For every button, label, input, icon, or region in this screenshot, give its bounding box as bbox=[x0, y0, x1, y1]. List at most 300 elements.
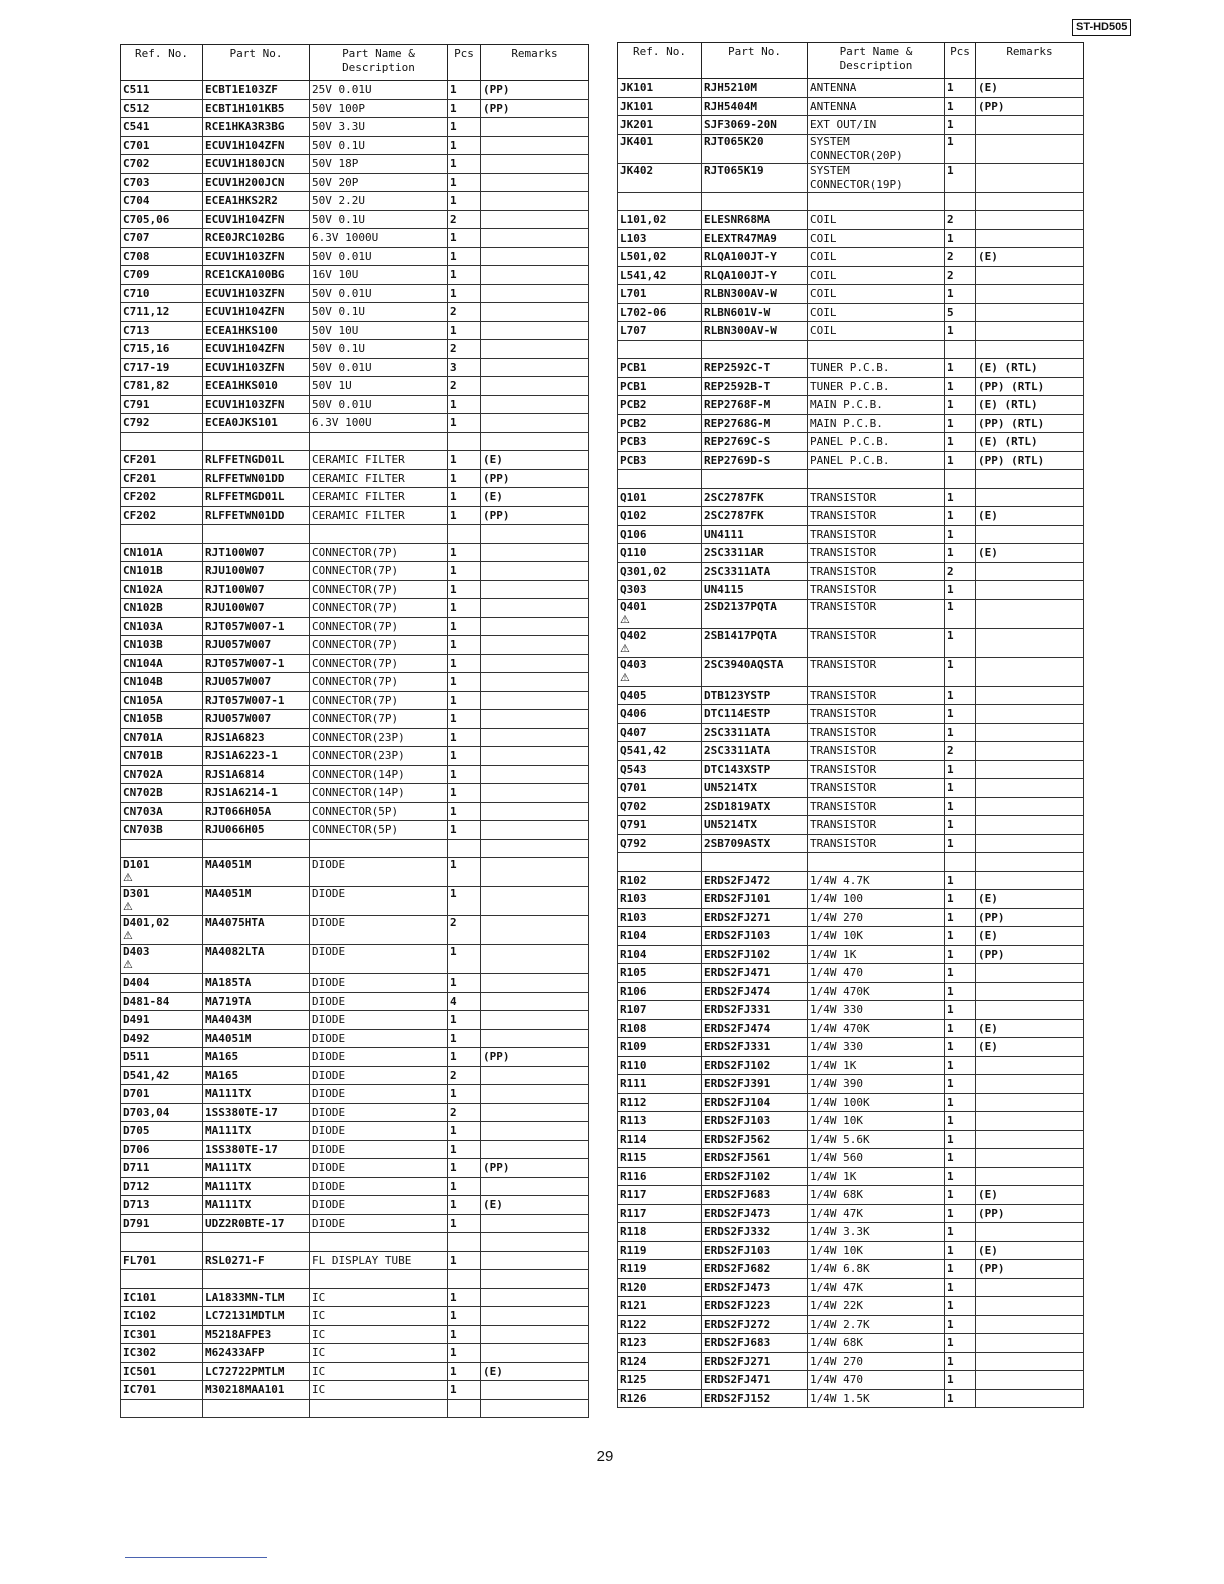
cell-text: (E) bbox=[483, 490, 503, 503]
cell-text: C711,12 bbox=[123, 305, 170, 318]
cell-text: D491 bbox=[123, 1013, 150, 1026]
table-row bbox=[121, 821, 589, 840]
table-row bbox=[121, 506, 589, 525]
part-no-cell bbox=[203, 1159, 310, 1178]
part-name-cell bbox=[310, 1103, 448, 1122]
remarks-cell bbox=[976, 1278, 1084, 1297]
remarks-cell bbox=[481, 1399, 589, 1418]
remarks-cell bbox=[976, 134, 1084, 163]
part-no-cell bbox=[203, 887, 310, 916]
cell-text: D301 bbox=[123, 887, 150, 900]
cell-text: 1 bbox=[947, 1114, 954, 1127]
cell-text: 1 bbox=[947, 947, 954, 961]
part-no-cell bbox=[702, 507, 808, 526]
part-no-cell bbox=[702, 451, 808, 470]
part-no-cell bbox=[702, 525, 808, 544]
part-no-cell bbox=[203, 728, 310, 747]
part-no-cell bbox=[203, 1307, 310, 1326]
pcs-cell bbox=[945, 742, 976, 761]
part-name-cell bbox=[808, 1315, 945, 1334]
cell-text: DIODE bbox=[312, 1087, 346, 1100]
cell-text: TRANSISTOR bbox=[810, 818, 877, 831]
cell-text: C511 bbox=[123, 83, 150, 96]
cell-text: IC101 bbox=[123, 1290, 157, 1304]
part-name-cell bbox=[310, 728, 448, 747]
part-name-cell bbox=[310, 488, 448, 507]
pcs-cell bbox=[448, 118, 481, 137]
pcs-cell bbox=[448, 1196, 481, 1215]
part-name-cell bbox=[310, 1325, 448, 1344]
cell-text: RJU100W07 bbox=[205, 601, 265, 614]
cell-text: Q543 bbox=[620, 762, 647, 776]
cell-text: RJT100W07 bbox=[205, 582, 265, 596]
cell-text: 2 bbox=[450, 212, 457, 226]
table-row bbox=[618, 266, 1084, 285]
part-name-cell bbox=[808, 686, 945, 705]
remarks-cell bbox=[481, 173, 589, 192]
part-name-cell bbox=[310, 1288, 448, 1307]
cell-text: 1 bbox=[947, 1132, 954, 1146]
ref-no-cell bbox=[121, 266, 203, 285]
cell-text: PCB1 bbox=[620, 379, 647, 393]
cell-text: ECUV1H103ZFN bbox=[205, 397, 285, 411]
cell-text: 1 bbox=[450, 231, 457, 244]
cell-text: SJF3069-20N bbox=[704, 118, 777, 131]
remarks-cell bbox=[481, 469, 589, 488]
cell-text: REP2769D-S bbox=[704, 453, 771, 467]
header-ref-no: Ref. No. bbox=[121, 45, 203, 81]
table-row bbox=[618, 116, 1084, 135]
cell-text: JK401 bbox=[620, 134, 654, 148]
cell-text: 1/4W 330 bbox=[810, 1003, 863, 1016]
pcs-cell bbox=[448, 916, 481, 945]
remarks-cell bbox=[481, 916, 589, 945]
table-row bbox=[618, 1241, 1084, 1260]
cell-text: ERDS2FJ101 bbox=[704, 892, 771, 905]
cell-text: 50V 2.2U bbox=[312, 194, 365, 207]
remarks-cell bbox=[481, 210, 589, 229]
remarks-cell bbox=[976, 760, 1084, 779]
part-name-cell bbox=[310, 673, 448, 692]
cell-text: DIODE bbox=[312, 887, 346, 900]
pcs-cell bbox=[448, 377, 481, 396]
cell-text: 1 bbox=[947, 599, 954, 613]
cell-text: PCB1 bbox=[620, 361, 647, 374]
cell-text: 1 bbox=[947, 1280, 954, 1294]
remarks-cell bbox=[481, 118, 589, 137]
remarks-cell bbox=[976, 628, 1084, 657]
cell-text: 1 bbox=[947, 231, 954, 245]
part-no-cell bbox=[203, 266, 310, 285]
cell-text: TRANSISTOR bbox=[810, 564, 877, 578]
cell-text: D701 bbox=[123, 1087, 150, 1100]
cell-text: JK402 bbox=[620, 163, 654, 177]
cell-text: MA111TX bbox=[205, 1087, 252, 1100]
part-no-cell bbox=[702, 1297, 808, 1316]
ref-no-cell bbox=[121, 1140, 203, 1159]
part-name-cell bbox=[808, 285, 945, 304]
ref-no-cell bbox=[618, 134, 702, 163]
cell-text: TRANSISTOR bbox=[810, 688, 877, 702]
remarks-cell bbox=[976, 266, 1084, 285]
part-no-cell bbox=[203, 1048, 310, 1067]
pcs-cell bbox=[448, 1103, 481, 1122]
cell-text: D101 bbox=[123, 858, 150, 871]
part-no-cell bbox=[702, 686, 808, 705]
cell-text: 1/4W 100 bbox=[810, 892, 863, 905]
cell-text: CN703A bbox=[123, 804, 163, 818]
part-name-cell bbox=[808, 433, 945, 452]
ref-no-cell bbox=[121, 451, 203, 470]
ref-no-cell bbox=[618, 908, 702, 927]
cell-text: IC bbox=[312, 1383, 326, 1396]
pcs-cell bbox=[448, 945, 481, 974]
cell-text: L541,42 bbox=[620, 268, 667, 282]
table-row bbox=[121, 81, 589, 100]
cell-text: 50V 100P bbox=[312, 101, 365, 115]
pcs-cell bbox=[945, 1056, 976, 1075]
cell-text: 1 bbox=[450, 767, 457, 781]
ref-no-cell bbox=[121, 580, 203, 599]
remarks-cell bbox=[976, 396, 1084, 415]
remarks-cell bbox=[976, 1001, 1084, 1020]
cell-text: ERDS2FJ473 bbox=[704, 1206, 771, 1220]
pcs-cell bbox=[448, 1029, 481, 1048]
cell-text: RJT057W007-1 bbox=[205, 619, 285, 633]
cell-text: ERDS2FJ391 bbox=[704, 1077, 771, 1090]
cell-text: RCE1CKA100BG bbox=[205, 268, 285, 281]
remarks-cell bbox=[481, 377, 589, 396]
part-name-cell bbox=[310, 1307, 448, 1326]
model-label: ST-HD505 bbox=[1072, 19, 1131, 36]
cell-text: (PP) bbox=[483, 101, 510, 115]
pcs-cell bbox=[448, 728, 481, 747]
cell-text: RJU057W007 bbox=[205, 638, 272, 651]
part-no-cell bbox=[702, 1167, 808, 1186]
cell-text: COIL bbox=[810, 268, 837, 282]
part-name-cell bbox=[310, 284, 448, 303]
cell-text: 1 bbox=[450, 1050, 457, 1063]
cell-text: COIL bbox=[810, 250, 837, 263]
cell-text: R109 bbox=[620, 1040, 647, 1053]
table-row bbox=[618, 1112, 1084, 1131]
ref-no-cell bbox=[618, 1260, 702, 1279]
remarks-cell bbox=[481, 543, 589, 562]
cell-text: 1 bbox=[450, 675, 457, 688]
table-row bbox=[121, 654, 589, 673]
header-remarks: Remarks bbox=[481, 45, 589, 81]
table-row bbox=[618, 964, 1084, 983]
part-name-cell bbox=[808, 1075, 945, 1094]
ref-no-cell bbox=[121, 525, 203, 544]
part-name-cell bbox=[310, 543, 448, 562]
table-row bbox=[618, 908, 1084, 927]
cell-text: IC102 bbox=[123, 1309, 157, 1322]
remarks-cell bbox=[481, 1140, 589, 1159]
remarks-cell bbox=[976, 945, 1084, 964]
part-no-cell bbox=[702, 890, 808, 909]
remarks-cell bbox=[481, 155, 589, 174]
part-no-cell bbox=[203, 710, 310, 729]
part-no-cell bbox=[702, 1001, 808, 1020]
cell-text: ECEA0JKS101 bbox=[205, 416, 278, 429]
parts-table-left bbox=[120, 44, 589, 1418]
cell-text: 50V 3.3U bbox=[312, 120, 365, 133]
ref-no-cell bbox=[618, 163, 702, 192]
pcs-cell bbox=[448, 599, 481, 618]
pcs-cell bbox=[945, 1186, 976, 1205]
cell-text: M62433AFP bbox=[205, 1346, 265, 1359]
table-row bbox=[618, 1278, 1084, 1297]
part-name-cell bbox=[808, 742, 945, 761]
remarks-cell bbox=[976, 1075, 1084, 1094]
part-no-cell bbox=[702, 562, 808, 581]
pcs-cell bbox=[448, 1177, 481, 1196]
part-name-cell bbox=[310, 1048, 448, 1067]
cell-text: 1/4W 10K bbox=[810, 929, 863, 942]
cell-text: 1 bbox=[450, 471, 457, 485]
remarks-cell bbox=[481, 229, 589, 248]
cell-text: 1 bbox=[450, 1087, 457, 1100]
part-name-cell bbox=[808, 1056, 945, 1075]
part-name-cell bbox=[310, 118, 448, 137]
pcs-cell bbox=[448, 488, 481, 507]
part-name-cell bbox=[310, 1029, 448, 1048]
cell-text: CONNECTOR(23P) bbox=[312, 749, 405, 762]
cell-text: 50V 0.01U bbox=[312, 397, 372, 411]
part-no-cell bbox=[203, 802, 310, 821]
table-row bbox=[121, 1085, 589, 1104]
table-row bbox=[121, 636, 589, 655]
cell-text: CN105A bbox=[123, 693, 163, 707]
part-no-cell bbox=[203, 173, 310, 192]
cell-text: C781,82 bbox=[123, 379, 170, 392]
table-row bbox=[618, 871, 1084, 890]
remarks-cell bbox=[976, 742, 1084, 761]
cell-text: TRANSISTOR bbox=[810, 781, 877, 794]
cell-text: 1 bbox=[450, 1253, 457, 1267]
remarks-cell bbox=[976, 1038, 1084, 1057]
ref-no-cell bbox=[618, 816, 702, 835]
cell-text: ECBT1E103ZF bbox=[205, 83, 278, 96]
cell-text: RLQA100JT-Y bbox=[704, 250, 777, 263]
cell-text: 1/4W 47K bbox=[810, 1206, 863, 1220]
ref-no-cell bbox=[121, 210, 203, 229]
cell-text: 2 bbox=[450, 916, 457, 929]
cell-text: REP2592C-T bbox=[704, 361, 771, 374]
part-no-cell bbox=[702, 742, 808, 761]
table-row bbox=[121, 1381, 589, 1400]
remarks-cell bbox=[976, 525, 1084, 544]
cell-text: ECEA1HKS010 bbox=[205, 379, 278, 392]
cell-text: L501,02 bbox=[620, 250, 667, 263]
part-no-cell bbox=[203, 673, 310, 692]
part-name-cell bbox=[310, 525, 448, 544]
cell-text: TRANSISTOR bbox=[810, 583, 877, 596]
remarks-cell bbox=[976, 1056, 1084, 1075]
cell-text: ELEXTR47MA9 bbox=[704, 231, 777, 245]
part-name-cell bbox=[310, 99, 448, 118]
pcs-cell bbox=[945, 1297, 976, 1316]
part-name-cell bbox=[808, 797, 945, 816]
cell-text: 1 bbox=[450, 416, 457, 429]
part-no-cell bbox=[203, 136, 310, 155]
cell-text: ERDS2FJ102 bbox=[704, 1058, 771, 1072]
cell-text: 1 bbox=[947, 984, 954, 998]
table-row bbox=[121, 728, 589, 747]
remarks-cell bbox=[481, 691, 589, 710]
cell-text: R120 bbox=[620, 1280, 647, 1294]
part-name-cell bbox=[808, 853, 945, 872]
table-row bbox=[121, 395, 589, 414]
part-name-cell bbox=[310, 1270, 448, 1289]
part-no-cell bbox=[203, 1103, 310, 1122]
cell-text: TUNER P.C.B. bbox=[810, 379, 890, 393]
ref-no-cell bbox=[121, 1399, 203, 1418]
cell-text: Q541,42 bbox=[620, 744, 667, 757]
part-name-cell bbox=[310, 821, 448, 840]
part-name-cell bbox=[808, 322, 945, 341]
ref-no-cell bbox=[618, 742, 702, 761]
table-row bbox=[618, 192, 1084, 211]
remarks-cell bbox=[976, 163, 1084, 192]
cell-text: ERDS2FJ331 bbox=[704, 1040, 771, 1053]
part-no-cell bbox=[702, 797, 808, 816]
part-name-cell bbox=[310, 1196, 448, 1215]
cell-text: C717-19 bbox=[123, 360, 170, 374]
cell-text: 1 bbox=[947, 398, 954, 411]
cell-text: C702 bbox=[123, 157, 150, 170]
part-name-cell bbox=[808, 1093, 945, 1112]
cell-text: C713 bbox=[123, 323, 150, 337]
cell-text: R119 bbox=[620, 1262, 647, 1275]
remarks-cell bbox=[976, 964, 1084, 983]
cell-text: DTB123YSTP bbox=[704, 688, 771, 702]
cell-text: 1 bbox=[450, 1364, 457, 1378]
ref-no-cell bbox=[121, 81, 203, 100]
remarks-cell bbox=[976, 322, 1084, 341]
pcs-cell bbox=[448, 821, 481, 840]
cell-text: COIL bbox=[810, 231, 837, 245]
cell-text: D706 bbox=[123, 1142, 150, 1156]
cell-text: (E) (RTL) bbox=[978, 361, 1038, 374]
ref-no-cell bbox=[121, 1159, 203, 1178]
cell-text: ERDS2FJ271 bbox=[704, 1354, 771, 1368]
cell-text: 1 bbox=[947, 1095, 954, 1109]
pcs-cell bbox=[448, 284, 481, 303]
part-name-cell bbox=[310, 1344, 448, 1363]
cell-text: RJT057W007-1 bbox=[205, 656, 285, 670]
remarks-cell bbox=[481, 599, 589, 618]
cell-text: MA4082LTA bbox=[205, 945, 265, 958]
part-name-cell bbox=[808, 488, 945, 507]
cell-text: C704 bbox=[123, 194, 150, 207]
table-row bbox=[121, 266, 589, 285]
cell-text: RLFFETMGD01L bbox=[205, 490, 285, 503]
cell-text: RJH5210M bbox=[704, 81, 757, 94]
cell-text: R115 bbox=[620, 1151, 647, 1164]
cell-text: R104 bbox=[620, 947, 647, 961]
remarks-cell bbox=[481, 321, 589, 340]
part-no-cell bbox=[702, 396, 808, 415]
part-name-cell bbox=[808, 377, 945, 396]
cell-text: TRANSISTOR bbox=[810, 509, 877, 522]
part-name-cell bbox=[808, 1260, 945, 1279]
remarks-cell bbox=[481, 284, 589, 303]
pcs-cell bbox=[448, 136, 481, 155]
cell-text: TRANSISTOR bbox=[810, 799, 877, 813]
cell-text: 1 bbox=[450, 101, 457, 115]
part-no-cell bbox=[203, 1325, 310, 1344]
cell-text: DIODE bbox=[312, 976, 346, 989]
pcs-cell bbox=[945, 890, 976, 909]
part-no-cell bbox=[702, 1038, 808, 1057]
part-no-cell bbox=[203, 377, 310, 396]
table-row bbox=[618, 853, 1084, 872]
cell-text: MAIN P.C.B. bbox=[810, 416, 883, 430]
pcs-cell bbox=[448, 358, 481, 377]
pcs-cell bbox=[945, 1389, 976, 1408]
remarks-cell bbox=[976, 908, 1084, 927]
table-row bbox=[121, 377, 589, 396]
pcs-cell bbox=[448, 1399, 481, 1418]
part-name-cell bbox=[808, 1112, 945, 1131]
cell-text: 1/4W 3.3K bbox=[810, 1225, 870, 1238]
part-name-cell bbox=[808, 414, 945, 433]
remarks-cell bbox=[976, 1334, 1084, 1353]
table-row bbox=[121, 945, 589, 974]
remarks-cell bbox=[976, 816, 1084, 835]
cell-text: CN104A bbox=[123, 656, 163, 670]
part-name-cell bbox=[310, 506, 448, 525]
cell-text: CF202 bbox=[123, 490, 157, 503]
ref-no-cell bbox=[618, 488, 702, 507]
cell-text: Q701 bbox=[620, 781, 647, 794]
cell-text: TRANSISTOR bbox=[810, 546, 877, 559]
cell-text: R116 bbox=[620, 1169, 647, 1183]
cell-text: (E) bbox=[483, 453, 503, 466]
cell-text: COIL bbox=[810, 324, 837, 337]
ref-no-cell bbox=[618, 1315, 702, 1334]
part-name-cell bbox=[310, 839, 448, 858]
part-no-cell bbox=[203, 543, 310, 562]
cell-text: 1 bbox=[947, 1021, 954, 1035]
ref-no-cell bbox=[618, 414, 702, 433]
part-name-cell bbox=[808, 507, 945, 526]
remarks-cell bbox=[481, 1233, 589, 1252]
ref-no-cell bbox=[618, 433, 702, 452]
cell-text: 1/4W 10K bbox=[810, 1243, 863, 1257]
pcs-cell bbox=[448, 992, 481, 1011]
pcs-cell bbox=[448, 1011, 481, 1030]
table-row bbox=[618, 1093, 1084, 1112]
cell-text: CN101A bbox=[123, 545, 163, 559]
cell-text: (PP) bbox=[483, 508, 510, 522]
remarks-cell bbox=[976, 657, 1084, 686]
cell-text: L702-06 bbox=[620, 305, 667, 319]
table-row bbox=[618, 248, 1084, 267]
remarks-cell bbox=[481, 673, 589, 692]
pcs-cell bbox=[448, 1214, 481, 1233]
ref-no-cell bbox=[121, 765, 203, 784]
part-no-cell bbox=[203, 525, 310, 544]
pcs-cell bbox=[448, 654, 481, 673]
cell-text: 1 bbox=[450, 858, 457, 871]
cell-text: Q405 bbox=[620, 688, 647, 702]
part-no-cell bbox=[702, 1241, 808, 1260]
part-no-cell bbox=[203, 118, 310, 137]
pcs-cell bbox=[945, 1260, 976, 1279]
